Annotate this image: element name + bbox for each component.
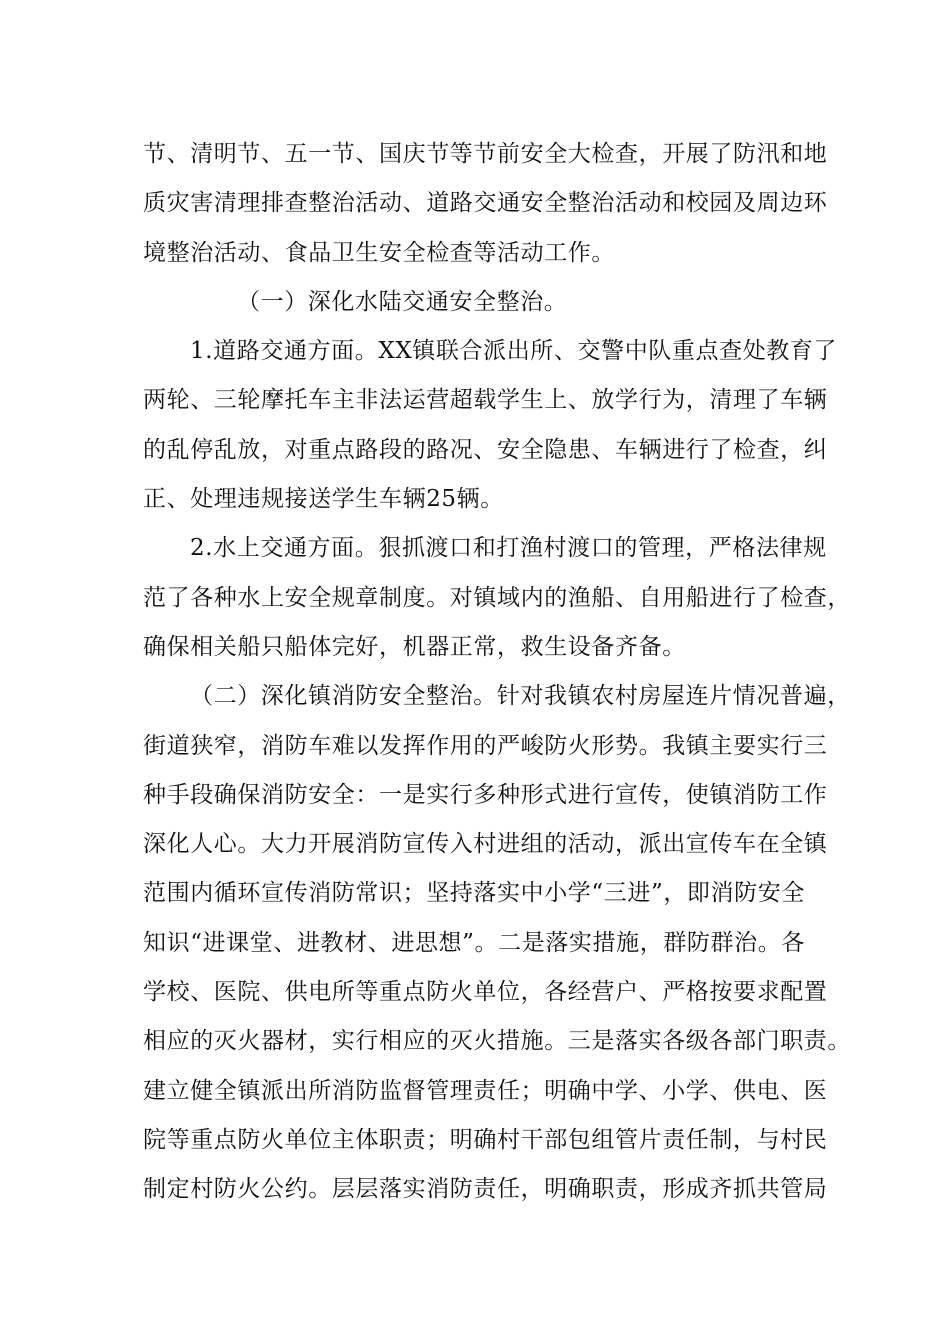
text-line: 2.水上交通方面。狠抓渡口和打渔村渡口的管理，严格法律规 — [190, 535, 827, 562]
text-line: 节、清明节、五一节、国庆节等节前安全大检查，开展了防汛和地 — [143, 141, 828, 167]
text-line: 质灾害清理排查整治活动、道路交通安全整治活动和校园及周边环 — [143, 190, 828, 217]
paragraph-holiday-inspections — [143, 130, 828, 278]
text-line: 知识“进课堂、进教材、进思想”。二是落实措施，群防群治。各 — [143, 929, 805, 956]
text-line: 境整治活动、食品卫生安全检查等活动工作。 — [143, 239, 615, 266]
paragraph-fire-safety — [143, 672, 851, 1214]
text-line: 院等重点防火单位主体职责；明确村干部包组管片责任制，与村民 — [143, 1126, 828, 1153]
text-line: 的乱停乱放，对重点路段的路况、安全隐患、车辆进行了检查，纠 — [143, 436, 828, 463]
text-line: （二）深化镇消防安全整治。针对我镇农村房屋连片情况普遍， — [190, 683, 851, 710]
text-line: 范了各种水上安全规章制度。对镇域内的渔船、自用船进行了检查， — [143, 584, 851, 611]
text-line: 街道狭窄，消防车难以发挥作用的严峻防火形势。我镇主要实行三 — [143, 732, 828, 759]
section-heading-traffic-safety — [143, 278, 813, 327]
text-line: 确保相关船只船体完好，机器正常，救生设备齐备。 — [143, 633, 686, 660]
document-body — [143, 130, 851, 1215]
text-line: 建立健全镇派出所消防监督管理责任；明确中学、小学、供电、医 — [143, 1077, 828, 1104]
text-line: 制定村防火公约。层层落实消防责任，明确职责，形成齐抓共管局 — [143, 1176, 828, 1203]
text-line: （一）深化水陆交通安全整治。 — [237, 288, 568, 315]
text-line: 学校、医院、供电所等重点防火单位，各经营户、严格按要求配置 — [143, 979, 828, 1006]
text-line: 相应的灭火器材，实行相应的灭火措施。三是落实各级各部门职责。 — [143, 1028, 851, 1055]
text-line: 两轮、三轮摩托车主非法运营超载学生上、放学行为，清理了车辆 — [143, 387, 828, 414]
text-line: 深化人心。大力开展消防宣传入村进组的活动，派出宣传车在全镇 — [143, 831, 828, 858]
text-line: 1.道路交通方面。XX镇联合派出所、交警中队重点查处教育了 — [190, 338, 838, 365]
text-line: 范围内循环宣传消防常识；坚持落实中小学“三进”，即消防安全 — [143, 880, 805, 907]
text-line: 种手段确保消防安全：一是实行多种形式进行宣传，使镇消防工作 — [143, 781, 828, 808]
paragraph-road-traffic — [143, 327, 838, 524]
paragraph-water-traffic — [143, 524, 851, 672]
text-line: 正、处理违规接送学生车辆25辆。 — [143, 486, 504, 513]
